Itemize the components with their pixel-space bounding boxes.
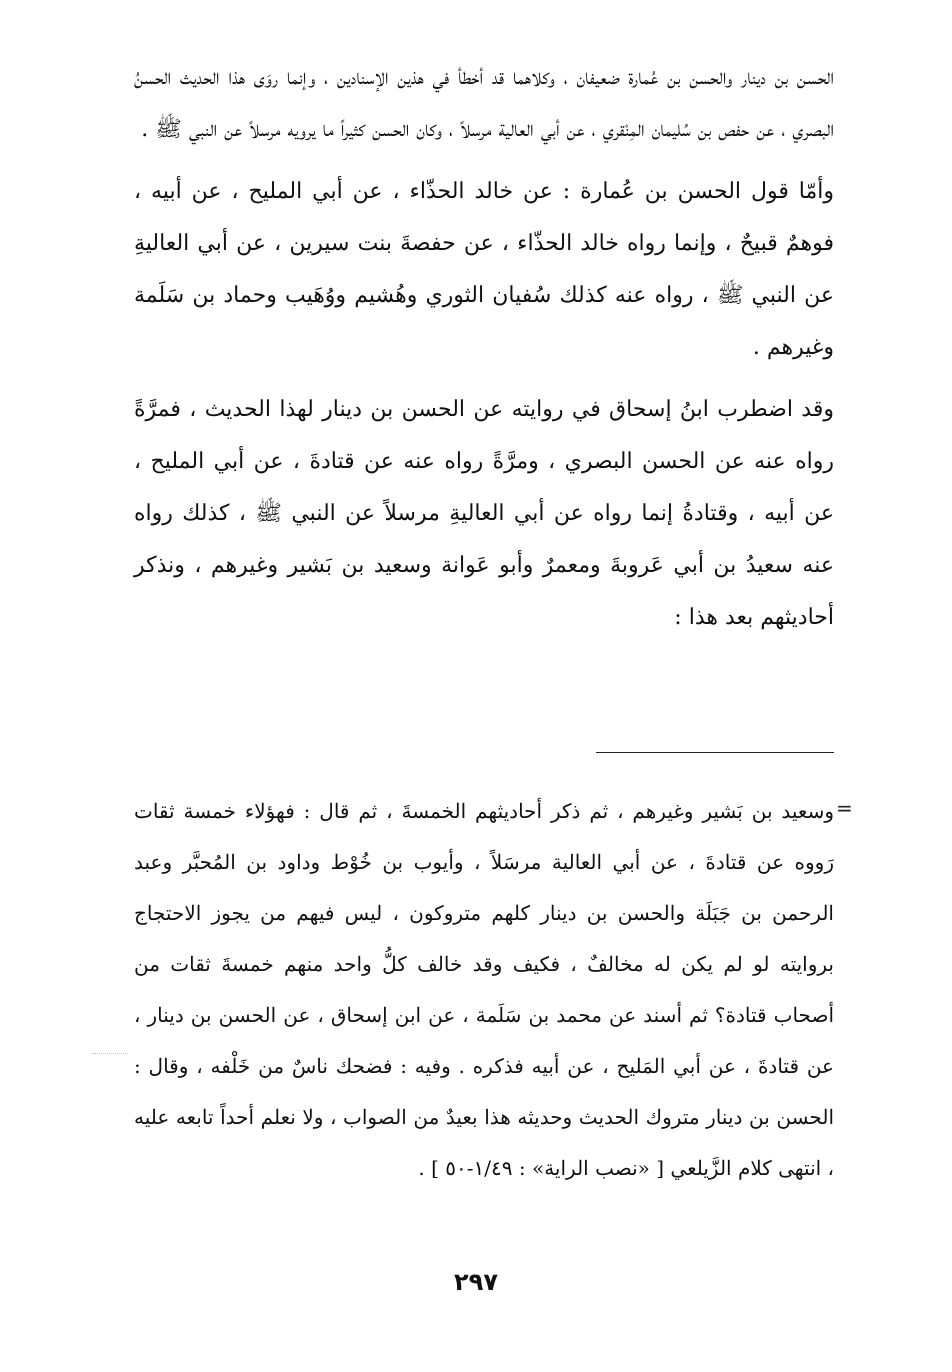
paragraph-3: وقد اضطرب ابنُ إسحاق في روايته عن الحسن بن دينار لهذا الحديث ، فمرَّةً رواه عنه عن الحسن البصري ، ومرَّةً رواه عنه عن قتادةَ ، عن أبي المليح ، عن أبيه ، وقتادةُ إنما رواه عن أبي العاليةِ مرسلاً عن النبي ﷺ ، كذلك رواه عنه سعيدُ بن أبي عَروبةَ ومعمرٌ وأبو عَوانة وسعيد بن بَشير وغيرهم ، ونذكر أحاديثهم بعد هذا : [134, 397, 834, 630]
page-number: ٢٩٧ [454, 1268, 498, 1296]
footnote-text: وسعيد بن بَشير وغيرهم ، ثم ذكر أحاديثهم الخمسةَ ، ثم قال : فهؤلاء خمسة ثقات رَووه عن قتادةَ ، عن أبي العالية مرسَلاً ، وأيوب بن خُوْط وداود بن المُحبَّر وعبد الرحمن بن جَبَلَة والحسن بن دينار كلهم متروكون ، ليس فيهم من يجوز الاحتجاج بروايته لو لم يكن له مخالفٌ ، فكيف وقد خالف كلُّ واحد منهم خمسةَ ثقات من أصحاب قتادة؟ ثم أسند عن محمد بن سَلَمة ، عن ابن إسحاق ، عن الحسن بن دينار ، عن قتادةَ ، عن أبي المَليح ، عن أبيه فذكره . وفيه : فضحك ناسٌ من خَلْفه ، وقال : الحسن بن دينار متروك الحديث وحديثه هذا بعيدٌ من الصواب ، ولا نعلم أحداً تابعه عليه ، انتهى كلام الزَّيلعي [ «نصب الراية» : ١/٤٩-٥٠ ] . [134, 799, 834, 1180]
paragraph-1: الحسن بن دينار والحسن بن عُمارة ضعيفان ، وكلاهما قد أخطأ في هذين الإسنادين ، وإنما روَى هذا الحديث الحسنُ البصري ، عن حفص بن سُليمان المِنْقري ، عن أبي العالية مرسلاً ، وكان الحسن كثيراً ما يرويه مرسلاً عن النبي ﷺ . [134, 65, 834, 142]
main-text [134, 52, 834, 644]
footnote [134, 786, 834, 1194]
scan-artifact-dots [92, 1053, 128, 1055]
footnote-divider [596, 752, 834, 753]
footnote-continuation-mark: = [836, 796, 853, 820]
paragraph-2: وأمّا قول الحسن بن عُمارة : عن خالد الحذّاء ، عن أبي المليح ، عن أبيه ، فوهمٌ قبيحٌ ، وإنما رواه خالد الحذّاء ، عن حفصةَ بنت سيرين ، عن أبي العاليةِ عن النبي ﷺ ، رواه عنه كذلك سُفيان الثوري وهُشيم ووُهَيب وحماد بن سَلَمة وغيرهم . [134, 179, 834, 360]
